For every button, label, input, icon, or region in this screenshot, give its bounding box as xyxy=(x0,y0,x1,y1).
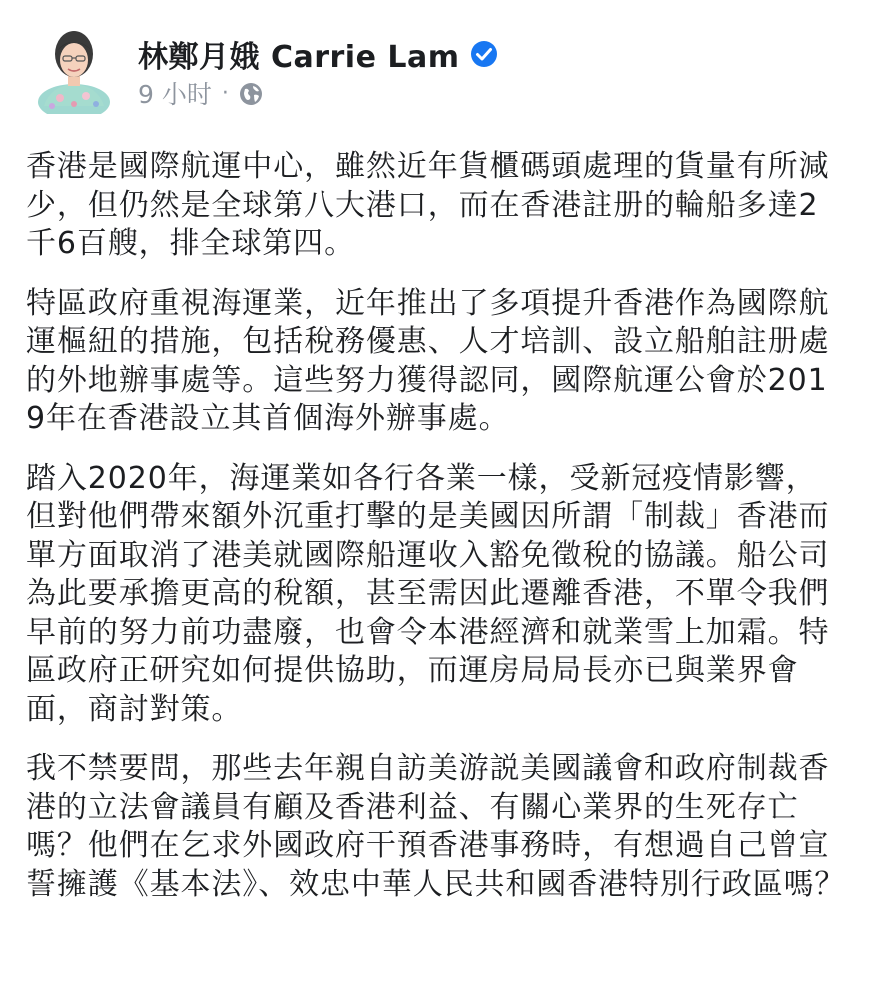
post-header xyxy=(0,0,885,130)
post-paragraph: 特區政府重視海運業，近年推出了多項提升香港作為國際航運樞紐的措施，包括稅務優惠、人才培訓、設立船舶註册處的外地辦事處等。這些努力獲得認同，國際航運公會於2019年在香港設立其首個海外辦事處。 xyxy=(26,285,830,436)
author-avatar[interactable] xyxy=(36,24,112,114)
post-paragraph: 我不禁要問，那些去年親自訪美游説美國議會和政府制裁香港的立法會議員有顧及香港利益、有關心業界的生死存亡嗎？他們在乞求外國政府干預香港事務時，有想過自己曾宣誓擁護《基本法》、效忠中華人民共和國香港特別行政區嗎？ xyxy=(26,751,846,902)
author-name[interactable]: 林鄭月娥 Carrie Lam xyxy=(138,40,460,75)
globe-icon[interactable] xyxy=(239,82,263,106)
verified-badge-icon xyxy=(470,40,498,68)
post-paragraph: 香港是國際航運中心，雖然近年貨櫃碼頭處理的貨量有所減少，但仍然是全球第八大港口，而在香港註册的輪船多達2千6百艘，排全球第四。 xyxy=(26,149,830,261)
post-paragraph: 踏入2020年，海運業如各行各業一樣，受新冠疫情影響，但對他們帶來額外沉重打擊的是美國因所謂「制裁」香港而單方面取消了港美就國際船運收入豁免徵稅的協議。船公司為此要承擔更高的稅額，甚至需因此遷離香港，不單令我們早前的努力前功盡廢，也會令本港經濟和就業雪上加霜。特區政府正研究如何提供協助，而運房局局長亦已與業界會面，商討對策。 xyxy=(26,460,830,727)
author-row xyxy=(138,32,498,76)
post-body xyxy=(26,148,846,925)
avatar-portrait-icon xyxy=(36,24,112,114)
post-timestamp[interactable]: 9 小时 xyxy=(138,80,212,109)
post-meta xyxy=(138,76,263,110)
meta-separator: · xyxy=(221,80,229,106)
